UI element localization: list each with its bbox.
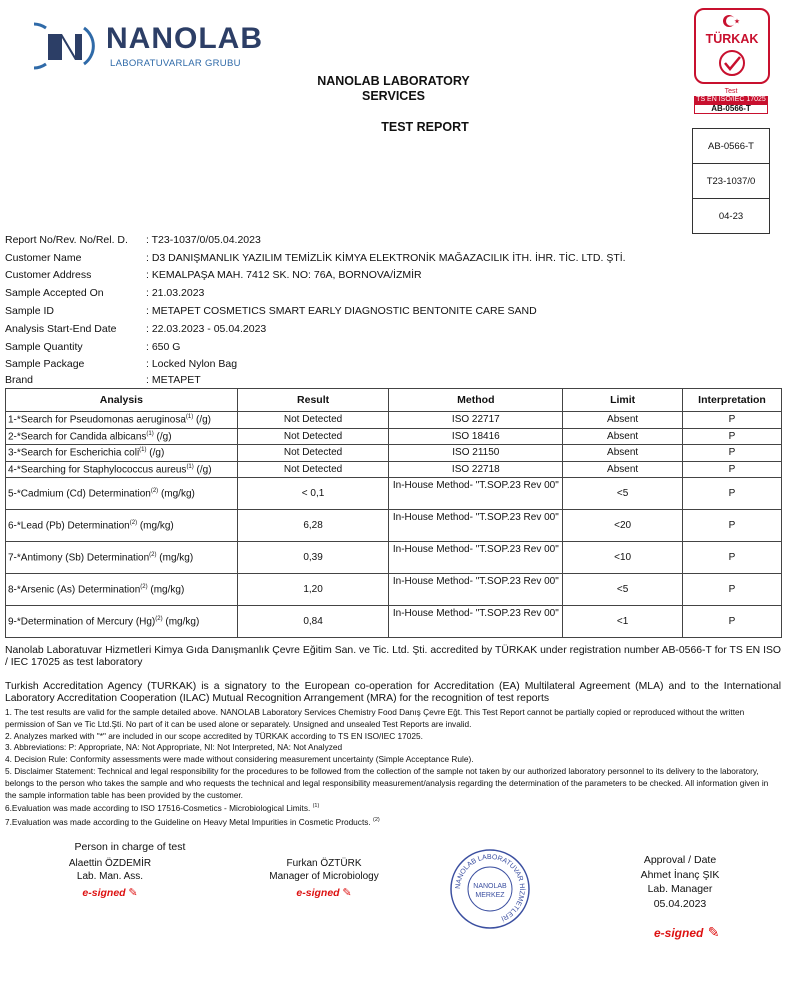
cell-limit: <1 bbox=[563, 606, 683, 638]
svg-text:MERKEZ: MERKEZ bbox=[475, 892, 505, 899]
approval-date: 05.04.2023 bbox=[653, 897, 707, 910]
lab-stamp-icon bbox=[449, 848, 531, 930]
header-limit: Limit bbox=[563, 389, 683, 412]
note-item: 5. Disclaimer Statement: Technical and legal responsibility for the procedures to be followed from the collection of the sample not taken by our authorized laboratory personnel to its delivery to the laboratory, belongs to the person who takes the sample and who requests the technical and legal responsibility measurement/analysis regarding the determination of the parameters to be checked. All information given in the sample information table has been provided by the customer. bbox=[5, 765, 769, 800]
e-signed-mark: e-signed ✎ bbox=[82, 887, 138, 899]
signer-name: Ahmet İnanç ŞIK bbox=[640, 868, 720, 881]
sample-info bbox=[5, 231, 626, 387]
table-row bbox=[6, 428, 782, 445]
cell-method: In-House Method- "T.SOP.23 Rev 00" bbox=[389, 510, 563, 542]
turkak-label-test: Test bbox=[724, 88, 738, 95]
cell-interpretation: P bbox=[683, 461, 782, 478]
svg-text:NANOLAB: NANOLAB bbox=[473, 883, 507, 890]
info-key: Sample Package bbox=[5, 358, 85, 371]
cell-limit: Absent bbox=[563, 461, 683, 478]
cell-method: ISO 21150 bbox=[389, 445, 563, 462]
cell-limit: <5 bbox=[563, 478, 683, 510]
cell-interpretation: P bbox=[683, 574, 782, 606]
cell-method: In-House Method- "T.SOP.23 Rev 00" bbox=[389, 542, 563, 574]
table-row bbox=[6, 412, 782, 429]
page-title bbox=[0, 74, 787, 104]
cell-result: 0,39 bbox=[237, 542, 389, 574]
cell-limit: Absent bbox=[563, 445, 683, 462]
turkak-label-standard: TS EN ISO/IEC 17025 bbox=[694, 96, 768, 104]
table-row bbox=[6, 574, 782, 606]
info-value: : 21.03.2023 bbox=[146, 287, 205, 300]
cell-interpretation: P bbox=[683, 606, 782, 638]
pen-icon: ✎ bbox=[128, 887, 138, 899]
note-item: 2. Analyzes marked with "*" are included in our scope accredited by TÜRKAK according to TS EN ISO/IEC 17025. bbox=[5, 730, 423, 741]
checkmark-icon bbox=[717, 48, 747, 78]
signer-title: Manager of Microbiology bbox=[269, 871, 379, 882]
pen-icon: ✎ bbox=[707, 924, 720, 940]
cell-analysis: 2-*Search for Candida albicans$^{(1)}$ (/g) bbox=[6, 428, 238, 445]
cell-interpretation: P bbox=[683, 478, 782, 510]
table-row bbox=[6, 606, 782, 638]
cell-analysis: 1-*Search for Pseudomonas aeruginosa$^{(1)}$ (/g) bbox=[6, 412, 238, 429]
cell-interpretation: P bbox=[683, 412, 782, 429]
info-key: Customer Address bbox=[5, 269, 92, 282]
info-value: : Locked Nylon Bag bbox=[146, 358, 238, 371]
info-key: Brand bbox=[5, 374, 34, 387]
cell-method: In-House Method- "T.SOP.23 Rev 00" bbox=[389, 478, 563, 510]
note-item: 1. The test results are valid for the sample detailed above. NANOLAB Laboratory Services Chemistry Food Danış Çevre Eğt. This Test Report cannot be partially copied or reproduced without the written permission of San ve Tic Ltd.Şti. No part of it can be used alone or separately. Unsigned and unsealed Test Reports are invalid. bbox=[5, 707, 745, 729]
signer-name: Alaettin ÖZDEMİR bbox=[68, 858, 152, 869]
pen-icon: ✎ bbox=[342, 887, 352, 899]
info-row bbox=[5, 356, 626, 374]
info-row bbox=[5, 267, 626, 285]
info-row bbox=[5, 284, 626, 302]
cell-interpretation: P bbox=[683, 542, 782, 574]
cell-analysis: 6-*Lead (Pb) Determination$^{(2)}$ (mg/kg) bbox=[6, 510, 238, 542]
info-key: Sample Accepted On bbox=[5, 287, 104, 300]
turkak-label-code: AB-0566-T bbox=[694, 104, 768, 114]
info-key: Customer Name bbox=[5, 251, 82, 264]
note-item: 7.Evaluation was made according to the Guideline on Heavy Metal Impurities in Cosmetic Products. $^{(2)}$ bbox=[5, 816, 380, 827]
table-row bbox=[6, 478, 782, 510]
results-table bbox=[5, 388, 782, 638]
signer-title: Lab. Manager bbox=[647, 883, 713, 895]
info-key: Sample ID bbox=[5, 305, 55, 318]
cell-limit: Absent bbox=[563, 412, 683, 429]
note-item: 3. Abbreviations: P: Appropriate, NA: Not Appropriate, NI: Not Interpreted, NA: Not Analyzed bbox=[5, 742, 343, 753]
table-header-row bbox=[6, 389, 782, 412]
turkak-badge bbox=[694, 8, 768, 118]
info-row bbox=[5, 249, 626, 267]
info-row bbox=[5, 302, 626, 320]
turkak-label-box bbox=[694, 88, 768, 114]
cell-result: 0,84 bbox=[237, 606, 389, 638]
cell-result: Not Detected bbox=[237, 461, 389, 478]
cell-interpretation: P bbox=[683, 445, 782, 462]
cell-method: In-House Method- "T.SOP.23 Rev 00" bbox=[389, 606, 563, 638]
table-row bbox=[6, 445, 782, 462]
cell-result: Not Detected bbox=[237, 428, 389, 445]
code-report: T23-1037/0 bbox=[693, 164, 769, 199]
code-date: 04-23 bbox=[718, 210, 744, 222]
info-value: : 650 G bbox=[146, 340, 181, 353]
info-value: : METAPET bbox=[146, 374, 201, 387]
turkak-brand: TÜRKAK bbox=[705, 32, 759, 46]
crescent-star-icon bbox=[722, 14, 742, 28]
cell-result: 6,28 bbox=[237, 510, 389, 542]
cell-limit: <20 bbox=[563, 510, 683, 542]
header-method: Method bbox=[389, 389, 563, 412]
svg-text:NANOLAB LABORATUVAR HİZMETLERİ: NANOLAB LABORATUVAR HİZMETLERİ bbox=[454, 853, 526, 922]
cell-result: < 0,1 bbox=[237, 478, 389, 510]
accreditation-statement: Nanolab Laboratuvar Hizmetleri Kimya Gıda Danışmanlık Çevre Eğitim San. ve Tic. Ltd. Şti. accredited by TÜRKAK under registration number AB-0566-T for TS EN ISO / IEC 17025 as test laboratory bbox=[5, 645, 781, 669]
cell-method: ISO 22718 bbox=[389, 461, 563, 478]
signer-title: Lab. Man. Ass. bbox=[76, 871, 144, 882]
accreditation-codes bbox=[692, 128, 770, 234]
header-result: Result bbox=[237, 389, 389, 412]
signature-block-2 bbox=[258, 857, 390, 900]
code-registration: AB-0566-T bbox=[693, 129, 769, 164]
info-row bbox=[5, 231, 626, 249]
report-title: TEST REPORT bbox=[381, 120, 469, 134]
note-item: 6.Evaluation was made according to ISO 17516-Cosmetics - Microbiological Limits. $^{(1)}$ bbox=[5, 803, 320, 814]
cell-analysis: 3-*Search for Escherichia coli$^{(1)}$ (/g) bbox=[6, 445, 238, 462]
header-interpretation: Interpretation bbox=[683, 389, 782, 412]
cell-result: 1,20 bbox=[237, 574, 389, 606]
turkak-frame bbox=[694, 8, 770, 84]
table-row bbox=[6, 542, 782, 574]
info-value: : METAPET COSMETICS SMART EARLY DIAGNOSTIC BENTONITE CARE SAND bbox=[146, 305, 537, 318]
cell-interpretation: P bbox=[683, 510, 782, 542]
table-row bbox=[6, 510, 782, 542]
logo-subtitle: LABORATUVARLAR GRUBU bbox=[110, 58, 241, 69]
cell-limit: <5 bbox=[563, 574, 683, 606]
cell-analysis: 9-*Determination of Mercury $(Hg)^{(2)}$ (mg/kg) bbox=[6, 606, 238, 638]
cell-result: Not Detected bbox=[237, 445, 389, 462]
cell-limit: Absent bbox=[563, 428, 683, 445]
cell-method: ISO 18416 bbox=[389, 428, 563, 445]
info-value: : 22.03.2023 - 05.04.2023 bbox=[146, 322, 267, 335]
table-row bbox=[6, 461, 782, 478]
e-signed-mark: e-signed ✎ bbox=[296, 887, 352, 899]
info-key: Report No/Rev. No/Rel. D. bbox=[5, 233, 128, 246]
cell-result: Not Detected bbox=[237, 412, 389, 429]
cell-method: In-House Method- "T.SOP.23 Rev 00" bbox=[389, 574, 563, 606]
cell-analysis: 5-*Cadmium (Cd) Determination$^{(2)}$ (mg/kg) bbox=[6, 478, 238, 510]
signature-block-3 bbox=[622, 853, 738, 911]
nanolab-logo-icon bbox=[34, 22, 96, 70]
cell-interpretation: P bbox=[683, 428, 782, 445]
cell-analysis: 8-*Arsenic (As) Determination$^{(2)}$ (mg/kg) bbox=[6, 574, 238, 606]
title-line-1: NANOLAB LABORATORY bbox=[317, 74, 470, 88]
approval-label: Approval / Date bbox=[643, 854, 717, 866]
header-analysis: Analysis bbox=[6, 389, 238, 412]
title-line-2: SERVICES bbox=[362, 89, 425, 103]
info-row bbox=[5, 338, 626, 356]
info-value: : D3 DANIŞMANLIK YAZILIM TEMİZLİK KİMYA ELEKTRONİK MAĞAZACILIK İTH. İHR. TİC. LTD. ŞTİ. bbox=[146, 251, 626, 264]
info-key: Analysis Start-End Date bbox=[5, 322, 117, 335]
cell-method: ISO 22717 bbox=[389, 412, 563, 429]
person-in-charge-label: Person in charge of test bbox=[74, 841, 186, 853]
info-value: : KEMALPAŞA MAH. 7412 SK. NO: 76A, BORNOVA/İZMİR bbox=[146, 269, 422, 282]
cell-analysis: 4-*Searching for Staphylococcus aureus$^{(1)}$ (/g) bbox=[6, 461, 238, 478]
cell-analysis: 7-*Antimony (Sb) Determination$^{(2)}$ (mg/kg) bbox=[6, 542, 238, 574]
note-item: 4. Decision Rule: Conformity assessments were made without considering measurement uncertainty (Simple Acceptance Rule). bbox=[5, 754, 474, 765]
signer-name: Furkan ÖZTÜRK bbox=[286, 858, 362, 869]
info-row bbox=[5, 373, 626, 387]
info-row bbox=[5, 320, 626, 338]
e-signed-mark: e-signed ✎ bbox=[654, 924, 720, 940]
info-value: : T23-1037/0/05.04.2023 bbox=[146, 233, 261, 246]
logo-name: NANOLAB bbox=[106, 22, 263, 55]
notes-list bbox=[5, 707, 781, 829]
cell-limit: <10 bbox=[563, 542, 683, 574]
signature-block-1 bbox=[50, 857, 170, 900]
turkak-statement: Turkish Accreditation Agency (TURKAK) is a signatory to the European co-operation for Accreditation (EA) Multilateral Agreement (MLA) and to the International Laboratory Accreditation Cooperation (ILAC) Mutual Recognition Arrangement (MRA) for the recognition of test reports bbox=[5, 681, 781, 705]
info-key: Sample Quantity bbox=[5, 340, 83, 353]
